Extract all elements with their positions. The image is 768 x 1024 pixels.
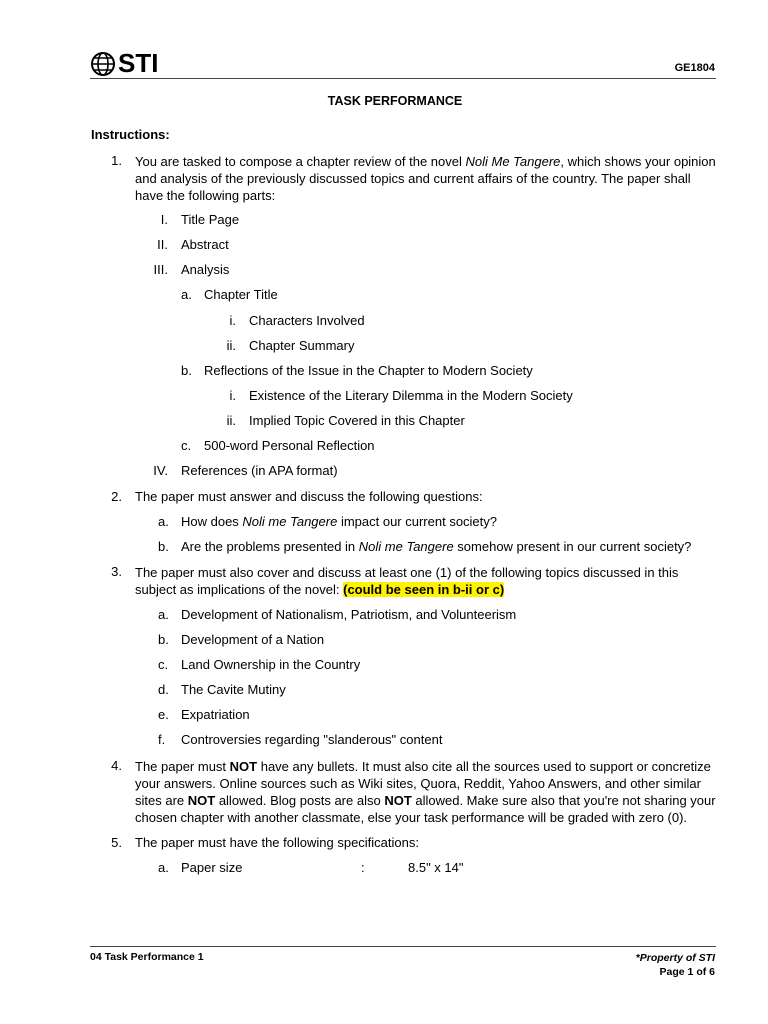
part-letter: a.: [181, 287, 192, 302]
question-item: Are the problems presented in Noli me Tangere somehow present in our current society?: [181, 539, 692, 554]
part-roman: ii.: [226, 338, 236, 353]
part-number: II.: [157, 237, 168, 252]
question-item: How does Noli me Tangere impact our current society?: [181, 514, 498, 529]
page-number: Page 1 of 6: [659, 966, 715, 978]
topic-letter: b.: [158, 632, 169, 647]
spec-label: Paper size: [181, 860, 243, 875]
item-number: 1.: [111, 153, 122, 168]
item-number: 2.: [111, 489, 122, 504]
topic-letter: d.: [158, 682, 169, 697]
topic-item: Development of Nationalism, Patriotism, and Volunteerism: [181, 607, 517, 622]
part-letter: c.: [181, 438, 192, 453]
spec-value: 8.5" x 14": [408, 860, 464, 875]
topic-item: Expatriation: [181, 707, 250, 722]
footer-title: 04 Task Performance 1: [90, 951, 204, 963]
list-item: Chapter Summary: [249, 338, 355, 353]
spec-letter: a.: [158, 860, 169, 875]
list-item: Analysis: [181, 262, 230, 277]
item-number: 5.: [111, 835, 122, 850]
question-letter: a.: [158, 514, 169, 529]
list-item: Reflections of the Issue in the Chapter to Modern Society: [204, 363, 533, 378]
item-number: 3.: [111, 564, 122, 579]
part-roman: ii.: [226, 413, 236, 428]
part-number: IV.: [153, 463, 168, 478]
globe-icon: [90, 51, 116, 77]
sti-logo: [90, 48, 158, 79]
part-number: I.: [160, 212, 168, 227]
list-item: The paper must also cover and discuss at least one (1) of the following topics discussed in this subject as implications of the novel: (could be seen in b-ii or c): [135, 565, 679, 597]
list-item: 500-word Personal Reflection: [204, 438, 375, 453]
part-roman: i.: [229, 313, 236, 328]
spec-separator: :: [361, 860, 365, 875]
logo-text: STI: [118, 48, 159, 78]
topic-letter: f.: [158, 732, 166, 747]
topic-item: Controversies regarding "slanderous" content: [181, 732, 443, 747]
part-number: III.: [153, 262, 168, 277]
question-letter: b.: [158, 539, 169, 554]
list-item: The paper must NOT have any bullets. It must also cite all the sources used to support or concretize your answers. Online sources such as Wiki sites, Quora, Reddit, Yahoo Answers, and other similar sites are NOT allowed. Blog posts are also NOT allowed. Make sure also that you're not sharing your chosen chapter with another classmate, else your task performance will be graded with zero (0).: [135, 759, 716, 825]
list-item: The paper must answer and discuss the following questions:: [135, 489, 483, 504]
instructions-label: Instructions:: [91, 127, 170, 142]
topic-letter: a.: [158, 607, 169, 622]
list-item: Implied Topic Covered in this Chapter: [249, 413, 465, 428]
header-divider: [90, 78, 716, 79]
highlighted-note: (could be seen in b-ii or c): [343, 582, 505, 597]
list-item: You are tasked to compose a chapter review of the novel Noli Me Tangere, which shows your opinion and analysis of the previously discussed topics and current affairs of the country. The paper shall have the following parts:: [135, 154, 716, 203]
topic-item: The Cavite Mutiny: [181, 682, 286, 697]
list-item: Chapter Title: [204, 287, 278, 302]
item-number: 4.: [111, 758, 122, 773]
part-roman: i.: [229, 388, 236, 403]
topic-item: Development of a Nation: [181, 632, 325, 647]
list-item: Characters Involved: [249, 313, 365, 328]
list-item: Existence of the Literary Dilemma in the Modern Society: [249, 388, 573, 403]
topic-item: Land Ownership in the Country: [181, 657, 361, 672]
document-code: GE1804: [674, 62, 715, 74]
list-item: References (in APA format): [181, 463, 338, 478]
footer-info: [636, 951, 715, 979]
list-item: The paper must have the following specifications:: [135, 835, 419, 850]
property-note: *Property of STI: [635, 952, 715, 964]
part-letter: b.: [181, 363, 192, 378]
page-title: TASK PERFORMANCE: [327, 94, 463, 108]
list-item: Title Page: [181, 212, 240, 227]
footer-divider: [90, 946, 716, 947]
topic-letter: c.: [158, 657, 169, 672]
topic-letter: e.: [158, 707, 169, 722]
list-item: Abstract: [181, 237, 229, 252]
